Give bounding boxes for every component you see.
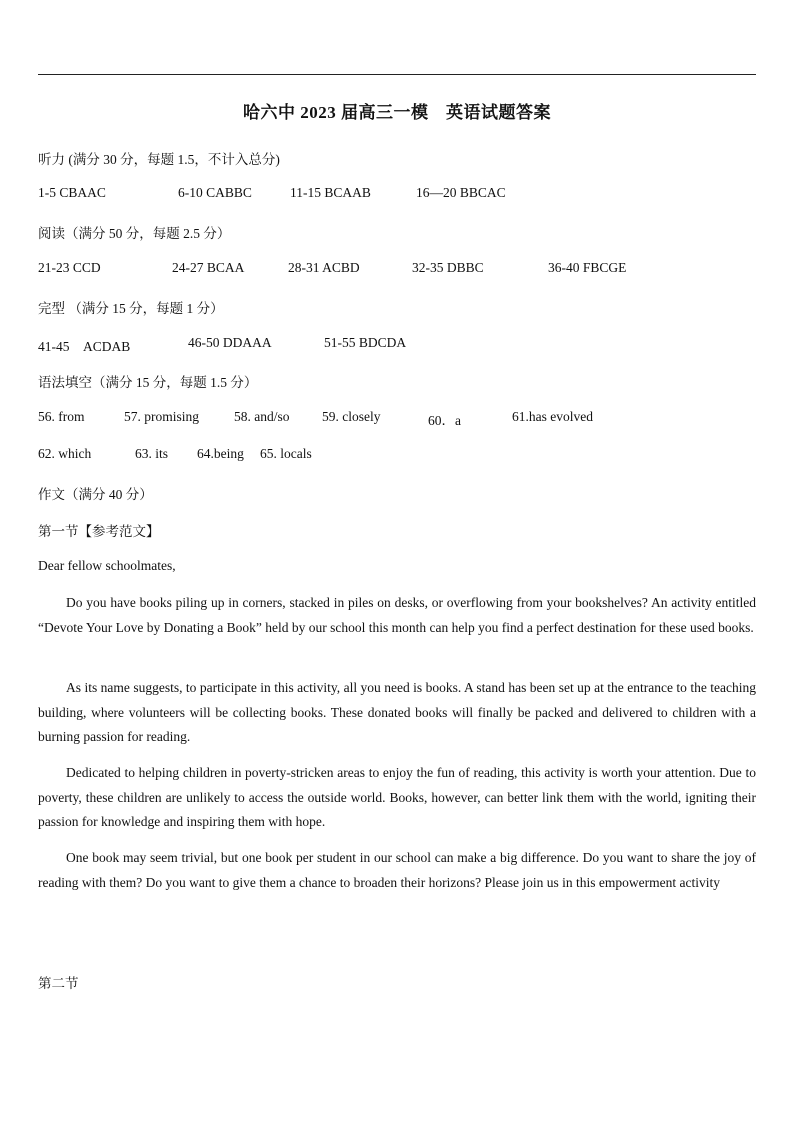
answer-group: 36-40 FBCGE (548, 260, 627, 275)
section-2-heading: 第二节 (38, 976, 79, 991)
answer-group: 32-35 DBBC (412, 260, 484, 275)
section-1-heading: 第一节【参考范文】 (38, 524, 160, 539)
answer-group: 1-5 CBAAC (38, 185, 106, 200)
answer-group: 24-27 BCAA (172, 260, 245, 275)
grammar-answers-row-1 (38, 409, 756, 427)
cloze-answers-row (38, 335, 756, 353)
listening-answers-row (38, 185, 756, 203)
answer-item: 57. promising (124, 409, 200, 424)
top-rule (38, 74, 756, 75)
essay-paragraph-1: Do you have books piling up in corners, stacked in piles on desks, or overflowing from your bookshelves? An activity entitled “Devote Your Love by Donating a Book” held by our school this month can help you find a perfect destination for these used books. (38, 595, 756, 635)
answer-group: 21-23 CCD (38, 260, 101, 275)
cloze-heading: 完型 （满分 15 分，每题 1 分） (38, 301, 224, 316)
essay-paragraph-2: As its name suggests, to participate in this activity, all you need is books. A stand has been set up at the entrance to the teaching building, where volunteers will be collecting books. These donated books will finally be packed and delivered to children with a burning passion for reading. (38, 680, 756, 744)
grammar-heading: 语法填空（满分 15 分，每题 1.5 分） (38, 375, 258, 390)
essay-paragraph-4: One book may seem trivial, but one book per student in our school can make a big difference. Do you want to share the joy of reading with them? Do you want to give them a chance to broaden their horizons? Please join us in this empowerment activity (38, 850, 756, 890)
answer-item: 65. locals (260, 446, 312, 461)
essay-paragraph-3: Dedicated to helping children in poverty-stricken areas to enjoy the fun of reading, this activity is worth your attention. Due to poverty, these children are unlikely to access the outside world. Books, however, can better link them with the world, igniting their passion for knowledge and inspiring them with hope. (38, 765, 756, 829)
answer-item: 58. and/so (234, 409, 290, 424)
answer-item: 60．a (428, 413, 461, 428)
answer-group: 51-55 BDCDA (324, 335, 407, 350)
listening-heading: 听力 (满分 30 分，每题 1.5，不计入总分) (38, 152, 280, 167)
reading-answers-row (38, 260, 756, 278)
salutation: Dear fellow schoolmates, (38, 558, 176, 573)
answer-group: 28-31 ACBD (288, 260, 360, 275)
answer-group: 16—20 BBCAC (416, 185, 506, 200)
answer-group: 46-50 DDAAA (188, 335, 272, 350)
answer-item: 64.being (197, 446, 244, 461)
answer-item: 63. its (135, 446, 169, 461)
answer-item: 62. which (38, 446, 92, 461)
answer-group: 6-10 CABBC (178, 185, 252, 200)
answer-group: 11-15 BCAAB (290, 185, 371, 200)
grammar-answers-row-2 (38, 446, 756, 464)
reading-heading: 阅读（满分 50 分，每题 2.5 分） (38, 226, 231, 241)
answer-item: 56. from (38, 409, 85, 424)
page-title: 哈六中 2023 届高三一模 英语试题答案 (243, 103, 551, 122)
answer-item: 61.has evolved (512, 409, 593, 424)
writing-heading: 作文（满分 40 分） (38, 487, 153, 502)
answer-group: 41-45 ACDAB (38, 339, 131, 354)
answer-item: 59. closely (322, 409, 381, 424)
